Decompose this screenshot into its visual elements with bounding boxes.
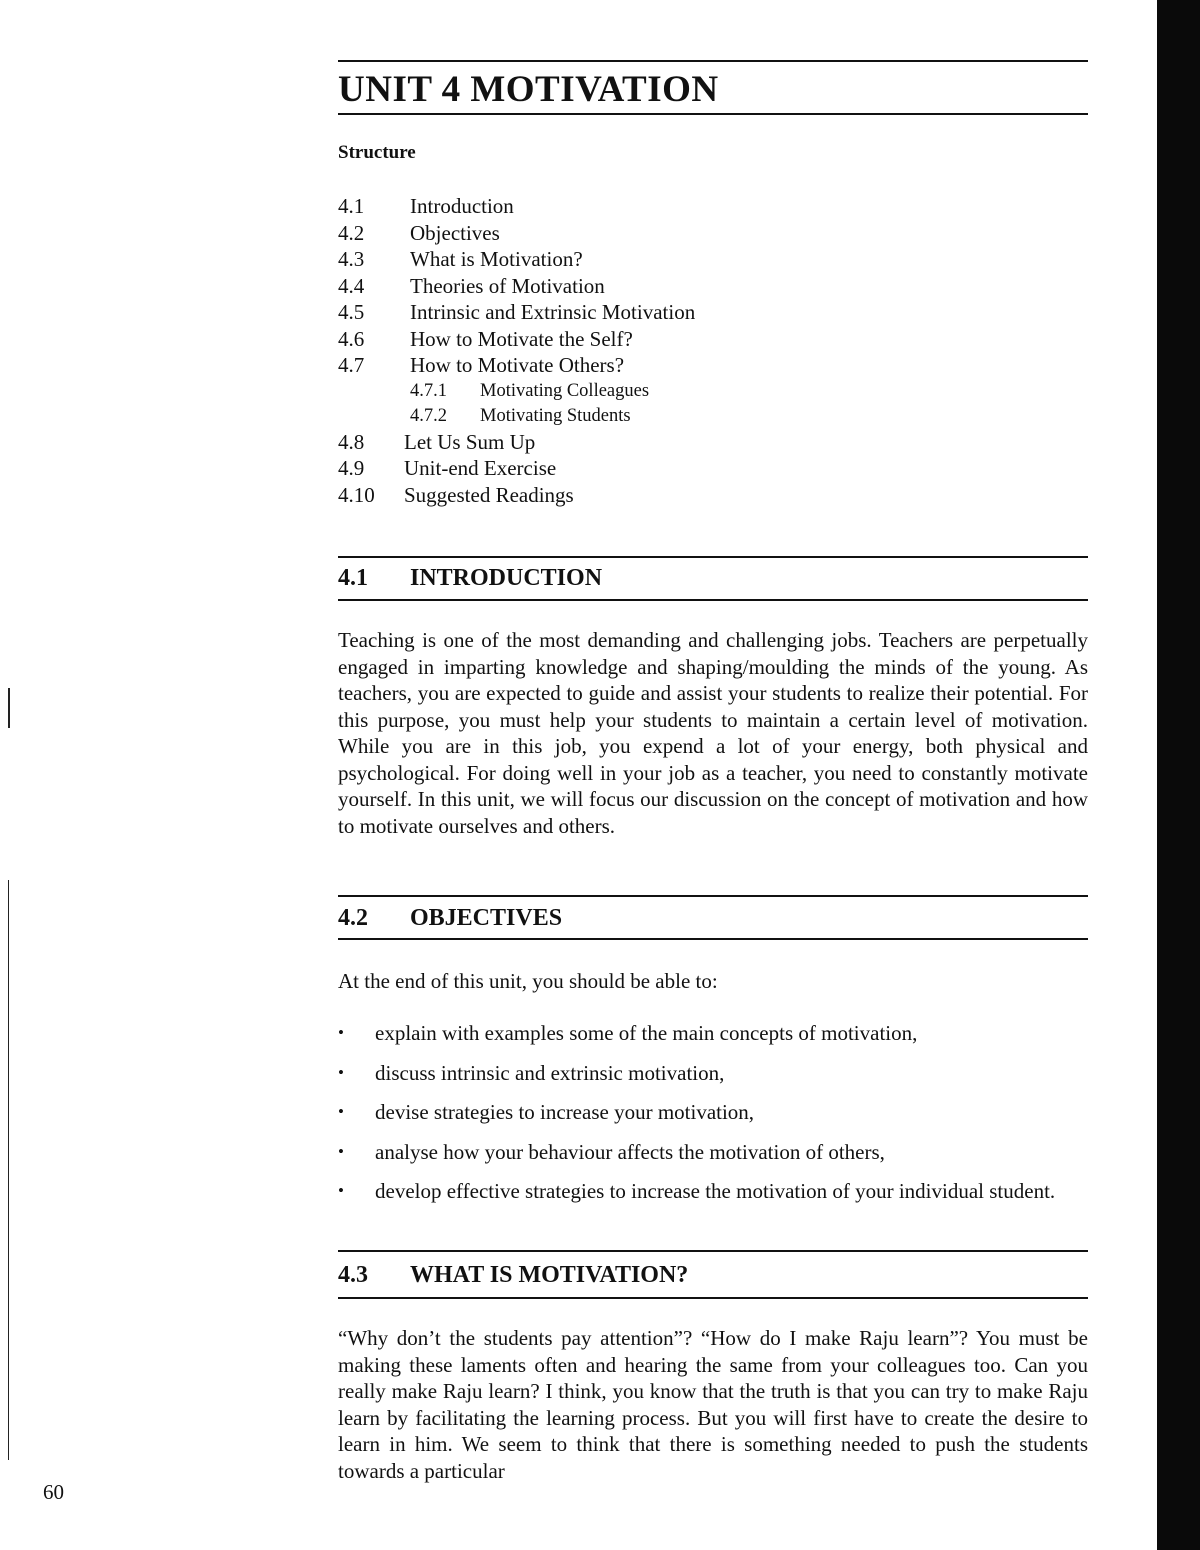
toc-item: [338, 273, 1088, 300]
toc-item: [338, 352, 1088, 379]
section-number: 4.3: [338, 1262, 368, 1288]
toc-text: Intrinsic and Extrinsic Motivation: [410, 300, 696, 324]
toc-item: [338, 326, 1088, 353]
scan-margin-line: [8, 688, 10, 728]
toc-text: Suggested Readings: [404, 482, 574, 507]
section-rule-bottom: [338, 938, 1088, 940]
page-number: 60: [43, 1480, 64, 1504]
objectives-intro: At the end of this unit, you should be able to:: [338, 969, 718, 993]
toc-text: Theories of Motivation: [410, 273, 605, 298]
toc-item: [338, 482, 1088, 509]
toc-item: [338, 246, 1088, 273]
section-title: OBJECTIVES: [410, 905, 563, 931]
toc-number: 4.7: [338, 353, 365, 377]
toc-item: [338, 299, 1088, 326]
toc-text: Unit-end Exercise: [404, 456, 557, 480]
section-title: INTRODUCTION: [410, 565, 603, 591]
objective-item: [338, 1139, 1088, 1166]
toc-number: 4.10: [338, 482, 375, 507]
toc-number: 4.6: [338, 326, 365, 351]
toc-text: What is Motivation?: [410, 247, 583, 271]
toc-text: Introduction: [410, 194, 514, 218]
section-rule-top: [338, 1250, 1088, 1252]
unit-title: UNIT 4 MOTIVATION: [338, 69, 719, 110]
toc-text: Objectives: [410, 220, 500, 245]
toc-subitem: [338, 404, 1088, 429]
bullet-icon: •: [338, 1102, 344, 1121]
introduction-paragraph: Teaching is one of the most demanding and challenging jobs. Teachers are perpetually engaged in imparting knowledge and shaping/moulding the minds of the young. As teachers, you are expected to guide and assist your students to realize their potential. For this purpose, you must help your students to maintain a certain level of motivation. While you are in this job, you expend a lot of your energy, both physical and psychological. For doing well in your job as a teacher, you need to constantly motivate yourself. In this unit, we will focus our discussion on the concept of motivation and how to motivate ourselves and others.: [338, 628, 1088, 838]
objectives-list: [338, 1020, 1088, 1218]
objective-item: [338, 1060, 1088, 1087]
toc-item: [338, 220, 1088, 247]
section-number: 4.2: [338, 905, 368, 931]
title-rule-top: [338, 60, 1088, 62]
scan-margin-line: [8, 880, 9, 1460]
bullet-icon: •: [338, 1062, 344, 1082]
toc-text: Motivating Students: [480, 405, 631, 426]
toc-item: [338, 455, 1088, 482]
bullet-icon: •: [338, 1023, 344, 1042]
scan-edge-bar: [1157, 0, 1200, 1550]
toc-text: How to Motivate the Self?: [410, 326, 633, 351]
section-rule-top: [338, 895, 1088, 897]
objective-text: develop effective strategies to increase the motivation of your individual student.: [375, 1179, 1056, 1203]
toc-number: 4.1: [338, 194, 365, 218]
what-is-motivation-paragraph: “Why don’t the students pay attention”? “How do I make Raju learn”? You must be making these laments often and hearing the same from your colleagues too. Can you really make Raju learn? I think, you know that the truth is that you can try to make Raju learn by facilitating the learning process. But you will first have to create the desire to learn in him. We seem to think that there is something needed to push the students towards a particular: [338, 1326, 1088, 1483]
objective-item: [338, 1178, 1088, 1205]
toc-number: 4.8: [338, 429, 365, 454]
section-rule-bottom: [338, 599, 1088, 601]
objective-item: [338, 1099, 1088, 1126]
objective-text: analyse how your behaviour affects the motivation of others,: [375, 1139, 885, 1164]
toc-number: 4.5: [338, 300, 365, 324]
objective-text: explain with examples some of the main concepts of motivation,: [375, 1021, 918, 1045]
toc-number: 4.7.1: [410, 380, 447, 401]
objective-text: devise strategies to increase your motivation,: [375, 1100, 755, 1124]
section-title: WHAT IS MOTIVATION?: [410, 1262, 689, 1288]
section-number: 4.1: [338, 565, 368, 591]
toc-text: How to Motivate Others?: [410, 353, 625, 377]
toc-number: 4.2: [338, 220, 365, 245]
table-of-contents: [338, 193, 1088, 508]
toc-item: [338, 193, 1088, 220]
toc-text: Motivating Colleagues: [480, 380, 650, 401]
section-rule-top: [338, 556, 1088, 558]
title-rule-bottom: [338, 113, 1088, 115]
toc-item: [338, 429, 1088, 456]
toc-number: 4.3: [338, 247, 365, 271]
section-rule-bottom: [338, 1297, 1088, 1299]
objective-item: [338, 1020, 1088, 1047]
toc-number: 4.9: [338, 456, 365, 480]
toc-text: Let Us Sum Up: [404, 429, 536, 454]
toc-number: 4.7.2: [410, 405, 447, 426]
structure-label: Structure: [338, 142, 416, 163]
bullet-icon: •: [338, 1141, 344, 1161]
bullet-icon: •: [338, 1181, 344, 1200]
objective-text: discuss intrinsic and extrinsic motivation,: [375, 1060, 725, 1085]
toc-subitem: [338, 379, 1088, 404]
toc-number: 4.4: [338, 273, 365, 298]
